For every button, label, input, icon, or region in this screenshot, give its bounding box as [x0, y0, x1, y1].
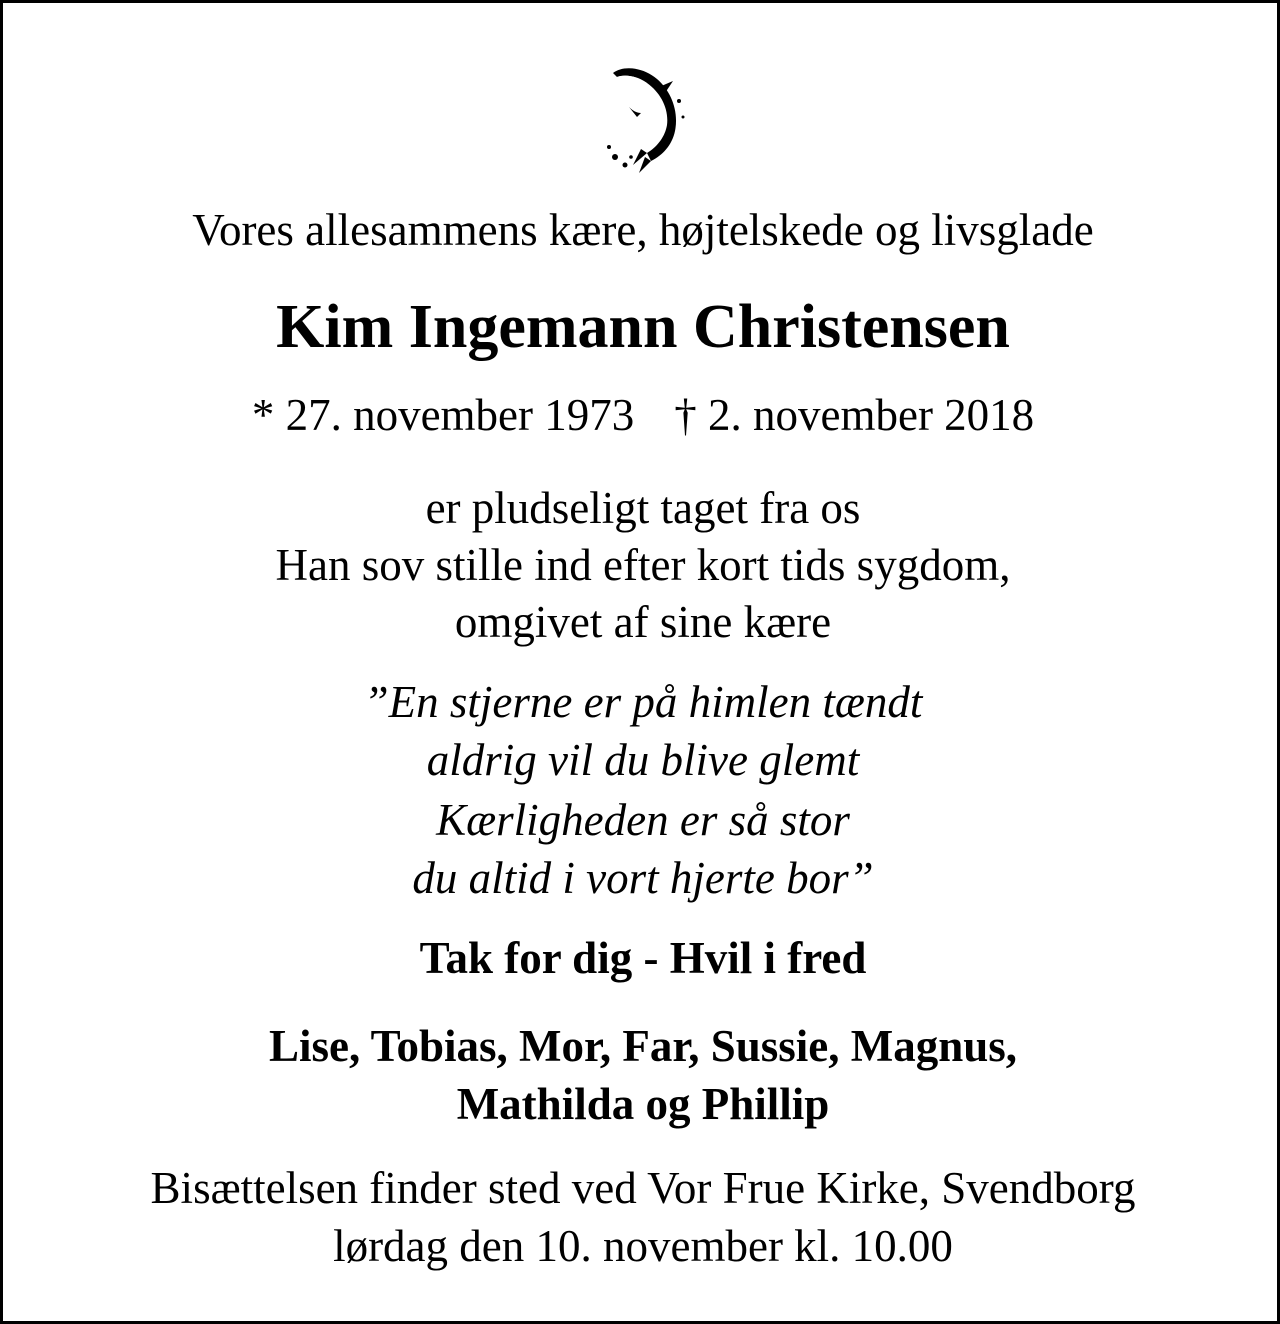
intro-text: Vores allesammens kære, højtelskede og livsglade [192, 205, 1094, 255]
verse-line: ”En stjerne er på himlen tændt [363, 677, 923, 727]
funeral-info-line: lørdag den 10. november kl. 10.00 [333, 1221, 953, 1271]
family-line: Mathilda og Phillip [456, 1079, 830, 1129]
life-dates [3, 390, 1280, 440]
verse-line: aldrig vil du blive glemt [426, 735, 860, 785]
death-date: † 2. november 2018 [674, 390, 1035, 440]
message-line: omgivet af sine kære [454, 597, 832, 647]
message-line: er pludseligt taget fra os [425, 483, 861, 533]
jumping-fish-icon [599, 61, 687, 173]
farewell-text: Tak for dig - Hvil i fred [419, 933, 867, 983]
verse-line: Kærligheden er så stor [436, 795, 850, 845]
birth-date: * 27. november 1973 [251, 390, 635, 440]
message-line: Han sov stille ind efter kort tids sygdom, [275, 540, 1011, 590]
family-line: Lise, Tobias, Mor, Far, Sussie, Magnus, [268, 1021, 1018, 1071]
funeral-info-line: Bisættelsen finder sted ved Vor Frue Kirke, Svendborg [150, 1163, 1136, 1213]
verse-line: du altid i vort hjerte bor” [412, 853, 874, 903]
deceased-name: Kim Ingemann Christensen [276, 293, 1010, 361]
